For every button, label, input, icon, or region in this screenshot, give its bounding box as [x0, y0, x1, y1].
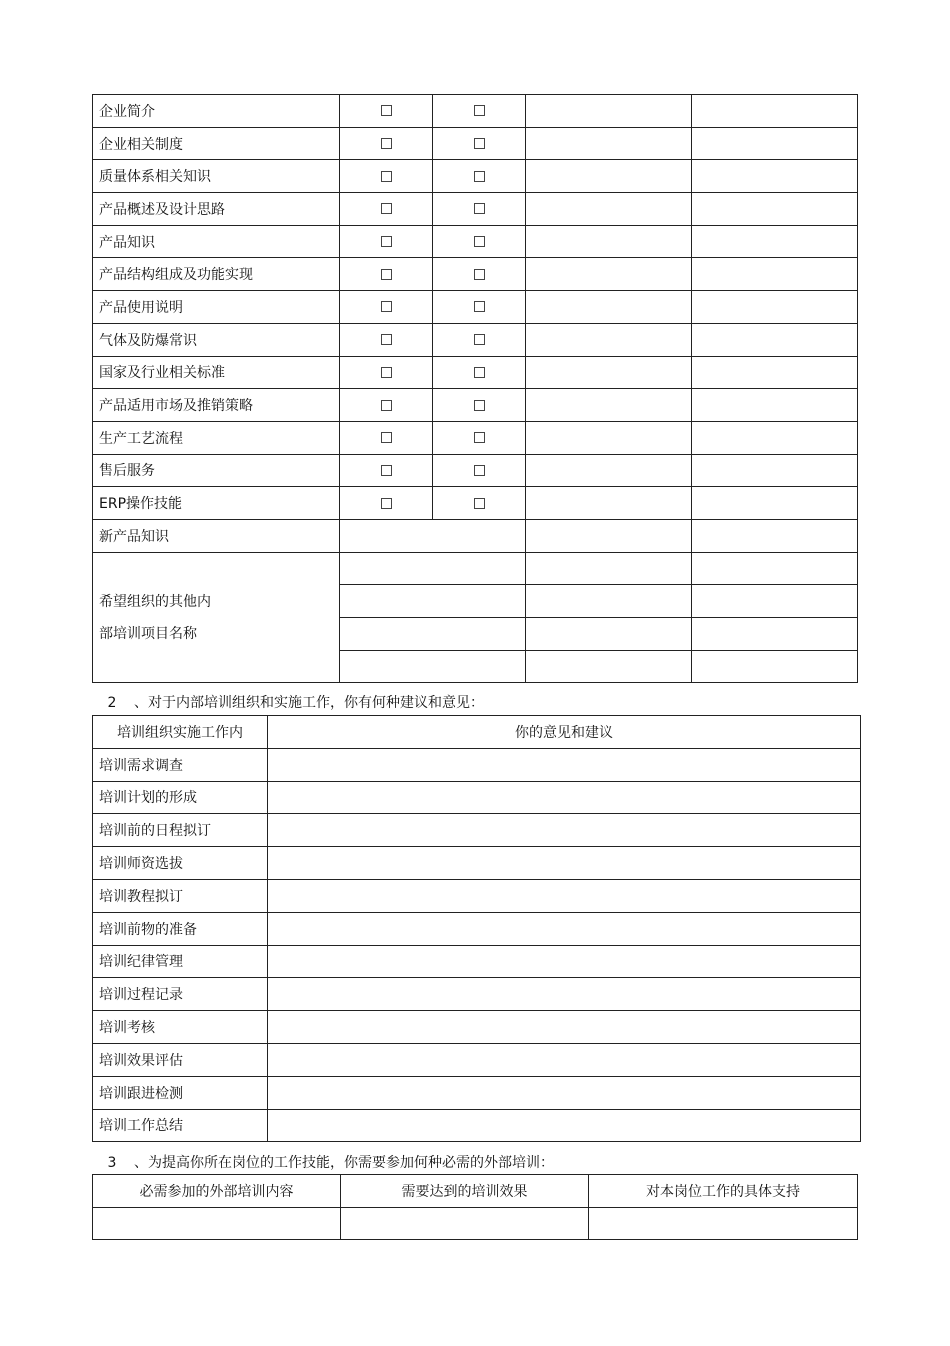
work-content-label: 培训前的日程拟订 — [93, 814, 268, 847]
checkbox-cell[interactable] — [340, 454, 433, 487]
work-content-label: 培训考核 — [93, 1011, 268, 1044]
internal-training-table — [92, 94, 858, 683]
input-cell[interactable] — [692, 291, 858, 324]
table-row — [93, 552, 858, 585]
input-cell[interactable] — [526, 193, 692, 226]
checkbox-cell[interactable] — [340, 421, 433, 454]
section3-heading — [100, 1152, 554, 1172]
input-cell[interactable] — [526, 519, 692, 552]
checkbox[interactable] — [474, 269, 485, 280]
input-cell[interactable] — [526, 552, 692, 585]
input-cell[interactable] — [692, 160, 858, 193]
checkbox-cell[interactable] — [433, 95, 526, 128]
input-cell[interactable] — [526, 618, 692, 651]
input-cell[interactable] — [526, 291, 692, 324]
checkbox[interactable] — [381, 432, 392, 443]
checkbox-cell[interactable] — [340, 95, 433, 128]
training-item-label: 售后服务 — [93, 454, 340, 487]
training-item-label: 国家及行业相关标准 — [93, 356, 340, 389]
input-cell[interactable] — [526, 160, 692, 193]
checkbox-cell[interactable] — [340, 389, 433, 422]
table-row — [93, 225, 858, 258]
training-item-label: 新产品知识 — [93, 519, 340, 552]
table-row — [93, 519, 858, 552]
opinion-input-cell[interactable] — [268, 879, 861, 912]
checkbox-cell[interactable] — [433, 291, 526, 324]
checkbox-cell[interactable] — [433, 454, 526, 487]
work-content-label: 培训前物的准备 — [93, 912, 268, 945]
training-item-label: 产品结构组成及功能实现 — [93, 258, 340, 291]
input-cell[interactable] — [93, 1207, 341, 1240]
header-cell-support: 对本岗位工作的具体支持 — [589, 1175, 858, 1208]
table-row — [93, 323, 858, 356]
checkbox-cell[interactable] — [433, 193, 526, 226]
checkbox-cell[interactable] — [340, 127, 433, 160]
work-content-label: 培训效果评估 — [93, 1043, 268, 1076]
checkbox[interactable] — [474, 236, 485, 247]
input-cell[interactable] — [340, 585, 526, 618]
checkbox-cell[interactable] — [433, 127, 526, 160]
table-row — [93, 160, 858, 193]
input-cell[interactable] — [692, 585, 858, 618]
input-cell[interactable] — [692, 552, 858, 585]
table-row — [93, 912, 861, 945]
table-row — [93, 1109, 861, 1142]
input-cell[interactable] — [692, 519, 858, 552]
work-content-label: 培训需求调查 — [93, 748, 268, 781]
training-item-label: ERP操作技能 — [93, 487, 340, 520]
header-cell-work-content: 培训组织实施工作内 — [93, 716, 268, 749]
input-cell[interactable] — [692, 225, 858, 258]
table-row — [93, 389, 858, 422]
input-cell[interactable] — [692, 389, 858, 422]
header-cell-content: 必需参加的外部培训内容 — [93, 1175, 341, 1208]
input-cell[interactable] — [692, 421, 858, 454]
checkbox-cell[interactable] — [340, 160, 433, 193]
opinion-input-cell[interactable] — [268, 912, 861, 945]
work-content-label: 培训跟进检测 — [93, 1076, 268, 1109]
opinion-input-cell[interactable] — [268, 781, 861, 814]
input-cell[interactable] — [526, 389, 692, 422]
section3-title: 、为提高你所在岗位的工作技能，你需要参加何种必需的外部培训： — [134, 1155, 554, 1171]
checkbox-cell[interactable] — [340, 225, 433, 258]
work-content-label: 培训教程拟订 — [93, 879, 268, 912]
table-row — [93, 127, 858, 160]
table-row — [93, 487, 858, 520]
table-row — [93, 454, 858, 487]
training-item-label: 产品适用市场及推销策略 — [93, 389, 340, 422]
checkbox-cell[interactable] — [340, 487, 433, 520]
table-row — [93, 356, 858, 389]
checkbox[interactable] — [474, 138, 485, 149]
input-cell[interactable] — [526, 650, 692, 683]
section2-number: 2 — [107, 695, 117, 711]
checkbox[interactable] — [381, 171, 392, 182]
checkbox[interactable] — [474, 105, 485, 116]
input-cell[interactable] — [692, 454, 858, 487]
checkbox-cell[interactable] — [433, 356, 526, 389]
table-header-row — [93, 716, 861, 749]
external-training-table — [92, 1174, 858, 1240]
checkbox[interactable] — [474, 432, 485, 443]
input-cell[interactable] — [526, 421, 692, 454]
checkbox-cell[interactable] — [433, 487, 526, 520]
header-cell-effect: 需要达到的培训效果 — [341, 1175, 589, 1208]
table-row — [93, 1076, 861, 1109]
section2-title: 、对于内部培训组织和实施工作，你有何种建议和意见： — [134, 695, 484, 711]
work-content-label: 培训纪律管理 — [93, 945, 268, 978]
table-row — [93, 978, 861, 1011]
input-cell[interactable] — [692, 356, 858, 389]
checkbox[interactable] — [381, 236, 392, 247]
table-row — [93, 258, 858, 291]
table-row — [93, 879, 861, 912]
table-header-row — [93, 1175, 858, 1208]
checkbox-cell[interactable] — [340, 193, 433, 226]
section2-heading — [100, 692, 484, 712]
opinion-input-cell[interactable] — [268, 748, 861, 781]
checkbox-cell[interactable] — [433, 258, 526, 291]
table-row — [93, 421, 858, 454]
checkbox-cell[interactable] — [340, 356, 433, 389]
checkbox[interactable] — [381, 105, 392, 116]
input-cell[interactable] — [526, 127, 692, 160]
checkbox[interactable] — [474, 171, 485, 182]
input-cell[interactable] — [526, 225, 692, 258]
input-cell[interactable] — [692, 95, 858, 128]
input-cell[interactable] — [589, 1207, 858, 1240]
opinion-input-cell[interactable] — [268, 1109, 861, 1142]
input-cell[interactable] — [526, 585, 692, 618]
work-content-label: 培训计划的形成 — [93, 781, 268, 814]
header-cell-opinion: 你的意见和建议 — [268, 716, 861, 749]
checkbox[interactable] — [381, 465, 392, 476]
training-organization-table — [92, 715, 861, 1142]
opinion-input-cell[interactable] — [268, 847, 861, 880]
checkbox[interactable] — [381, 400, 392, 411]
checkbox[interactable] — [474, 400, 485, 411]
input-cell[interactable] — [692, 193, 858, 226]
checkbox[interactable] — [381, 301, 392, 312]
input-cell[interactable] — [526, 454, 692, 487]
section3-number: 3 — [107, 1155, 117, 1171]
input-cell[interactable] — [526, 487, 692, 520]
input-cell[interactable] — [340, 552, 526, 585]
checkbox[interactable] — [474, 465, 485, 476]
input-cell[interactable] — [692, 258, 858, 291]
checkbox-cell[interactable] — [433, 225, 526, 258]
input-cell[interactable] — [340, 650, 526, 683]
table-row — [93, 814, 861, 847]
table-row — [93, 193, 858, 226]
table-row — [93, 1207, 858, 1240]
opinion-input-cell[interactable] — [268, 814, 861, 847]
input-cell[interactable] — [526, 258, 692, 291]
input-cell[interactable] — [692, 618, 858, 651]
table-row — [93, 1043, 861, 1076]
checkbox[interactable] — [474, 203, 485, 214]
checkbox-cell[interactable] — [340, 258, 433, 291]
training-item-label: 生产工艺流程 — [93, 421, 340, 454]
training-item-label: 产品知识 — [93, 225, 340, 258]
training-item-label: 气体及防爆常识 — [93, 323, 340, 356]
input-cell[interactable] — [340, 519, 526, 552]
checkbox[interactable] — [474, 334, 485, 345]
opinion-input-cell[interactable] — [268, 1043, 861, 1076]
checkbox[interactable] — [381, 203, 392, 214]
checkbox[interactable] — [381, 138, 392, 149]
table-row — [93, 847, 861, 880]
checkbox[interactable] — [381, 269, 392, 280]
training-item-label: 企业相关制度 — [93, 127, 340, 160]
table-row — [93, 291, 858, 324]
table-row — [93, 748, 861, 781]
training-item-label: 产品使用说明 — [93, 291, 340, 324]
table-row — [93, 945, 861, 978]
checkbox[interactable] — [474, 367, 485, 378]
checkbox-cell[interactable] — [433, 160, 526, 193]
other-training-label — [93, 552, 340, 683]
input-cell[interactable] — [692, 487, 858, 520]
checkbox-cell[interactable] — [433, 389, 526, 422]
checkbox-cell[interactable] — [340, 291, 433, 324]
work-content-label: 培训师资选拔 — [93, 847, 268, 880]
opinion-input-cell[interactable] — [268, 978, 861, 1011]
checkbox-cell[interactable] — [340, 323, 433, 356]
other-training-label-line2: 部培训项目名称 — [99, 625, 197, 642]
input-cell[interactable] — [692, 127, 858, 160]
input-cell[interactable] — [341, 1207, 589, 1240]
opinion-input-cell[interactable] — [268, 945, 861, 978]
input-cell[interactable] — [526, 356, 692, 389]
input-cell[interactable] — [340, 618, 526, 651]
checkbox-cell[interactable] — [433, 323, 526, 356]
input-cell[interactable] — [692, 650, 858, 683]
opinion-input-cell[interactable] — [268, 1076, 861, 1109]
opinion-input-cell[interactable] — [268, 1011, 861, 1044]
work-content-label: 培训工作总结 — [93, 1109, 268, 1142]
table-row — [93, 781, 861, 814]
training-item-label: 企业简介 — [93, 95, 340, 128]
checkbox[interactable] — [381, 498, 392, 509]
checkbox[interactable] — [381, 334, 392, 345]
input-cell[interactable] — [526, 323, 692, 356]
other-training-label-line1: 希望组织的其他内 — [99, 593, 211, 610]
input-cell[interactable] — [526, 95, 692, 128]
table-row — [93, 95, 858, 128]
work-content-label: 培训过程记录 — [93, 978, 268, 1011]
checkbox[interactable] — [474, 301, 485, 312]
input-cell[interactable] — [692, 323, 858, 356]
checkbox-cell[interactable] — [433, 421, 526, 454]
training-item-label: 质量体系相关知识 — [93, 160, 340, 193]
training-item-label: 产品概述及设计思路 — [93, 193, 340, 226]
table-row — [93, 1011, 861, 1044]
checkbox[interactable] — [381, 367, 392, 378]
checkbox[interactable] — [474, 498, 485, 509]
